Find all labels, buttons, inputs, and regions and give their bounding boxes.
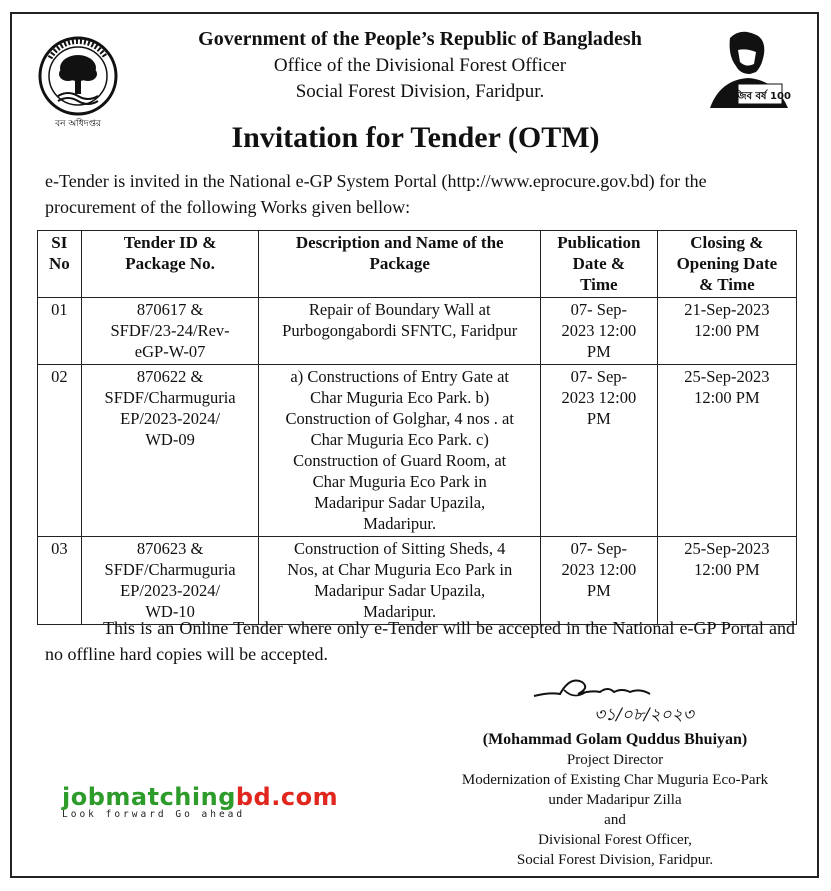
col-header-publication: Publication Date & Time <box>540 231 657 298</box>
signature <box>530 672 720 728</box>
right-logo-text: মুজিব বর্ষ 100 <box>729 91 791 102</box>
table-row <box>38 298 797 365</box>
header-office: Office of the Divisional Forest Officer <box>273 55 567 76</box>
cell-tender-id: 870617 & SFDF/23-24/Rev- eGP-W-07 <box>81 298 259 365</box>
col-header-sl: SI No <box>38 231 82 298</box>
forest-department-logo <box>28 30 128 130</box>
online-tender-note <box>45 615 795 667</box>
officer-block <box>405 730 825 870</box>
cell-description: a) Constructions of Entry Gate at Char Muguria Eco Park. b) Construction of Golghar, 4 nos . at Char Muguria Eco Park. c) Construction of Guard Room, at Char Muguria Eco Park in Madaripur Sadar Upazila, Madaripur. <box>259 365 540 537</box>
cell-closing: 25-Sep-2023 12:00 PM <box>657 537 796 625</box>
cell-sl: 03 <box>38 537 82 625</box>
signature-date: ৩১/০৮/২০২৩ <box>594 705 694 725</box>
cell-closing: 25-Sep-2023 12:00 PM <box>657 365 796 537</box>
officer-line: Social Forest Division, Faridpur. <box>516 852 714 868</box>
cell-closing: 21-Sep-2023 12:00 PM <box>657 298 796 365</box>
watermark-brand-part1: jobmatching <box>62 783 236 811</box>
watermark-brand <box>62 783 362 811</box>
table-row <box>38 537 797 625</box>
officer-line: Modernization of Existing Char Muguria Eco-Park <box>461 772 769 788</box>
tender-table <box>37 230 797 625</box>
cell-tender-id: 870623 & SFDF/Charmuguria EP/2023-2024/ WD-10 <box>81 537 259 625</box>
watermark-tagline: Look forward Go ahead <box>62 809 246 820</box>
officer-line: Project Director <box>566 752 664 768</box>
note-text: This is an Online Tender where only e-Tender will be accepted in the National e-GP Portal and no offline hard copies will be accepted. <box>45 618 795 664</box>
officer-line: and <box>604 812 626 828</box>
watermark-brand-part2: bd.com <box>235 783 339 811</box>
intro-paragraph: e-Tender is invited in the National e-GP System Portal (http://www.eprocure.gov.bd) for the procurement of the following Works given bellow: <box>45 171 707 217</box>
mujib-borsho-logo <box>700 28 796 110</box>
cell-sl: 02 <box>38 365 82 537</box>
cell-publication: 07- Sep- 2023 12:00 PM <box>540 537 657 625</box>
cell-description: Construction of Sitting Sheds, 4 Nos, at Char Muguria Eco Park in Madaripur Sadar Upazila, Madaripur. <box>259 537 540 625</box>
col-header-closing: Closing & Opening Date & Time <box>657 231 796 298</box>
left-logo-caption: বন অধিদপ্তর <box>55 119 101 129</box>
officer-line: under Madaripur Zilla <box>548 792 682 808</box>
cell-tender-id: 870622 & SFDF/Charmuguria EP/2023-2024/ WD-09 <box>81 365 259 537</box>
officer-name: (Mohammad Golam Quddus Bhuiyan) <box>482 731 748 748</box>
header-division: Social Forest Division, Faridpur. <box>295 81 545 102</box>
jobmatchingbd-watermark <box>62 783 362 820</box>
col-header-tender-id: Tender ID & Package No. <box>81 231 259 298</box>
notice-title: Invitation for Tender (OTM) <box>231 121 600 154</box>
cell-publication: 07- Sep- 2023 12:00 PM <box>540 365 657 537</box>
header-government: Government of the People’s Republic of Bangladesh <box>198 28 642 50</box>
officer-line: Divisional Forest Officer, <box>538 832 692 848</box>
col-header-description: Description and Name of the Package <box>259 231 540 298</box>
cell-sl: 01 <box>38 298 82 365</box>
cell-publication: 07- Sep- 2023 12:00 PM <box>540 298 657 365</box>
cell-description: Repair of Boundary Wall at Purbogongabordi SFNTC, Faridpur <box>259 298 540 365</box>
table-header-row <box>38 231 797 298</box>
table-row <box>38 365 797 537</box>
